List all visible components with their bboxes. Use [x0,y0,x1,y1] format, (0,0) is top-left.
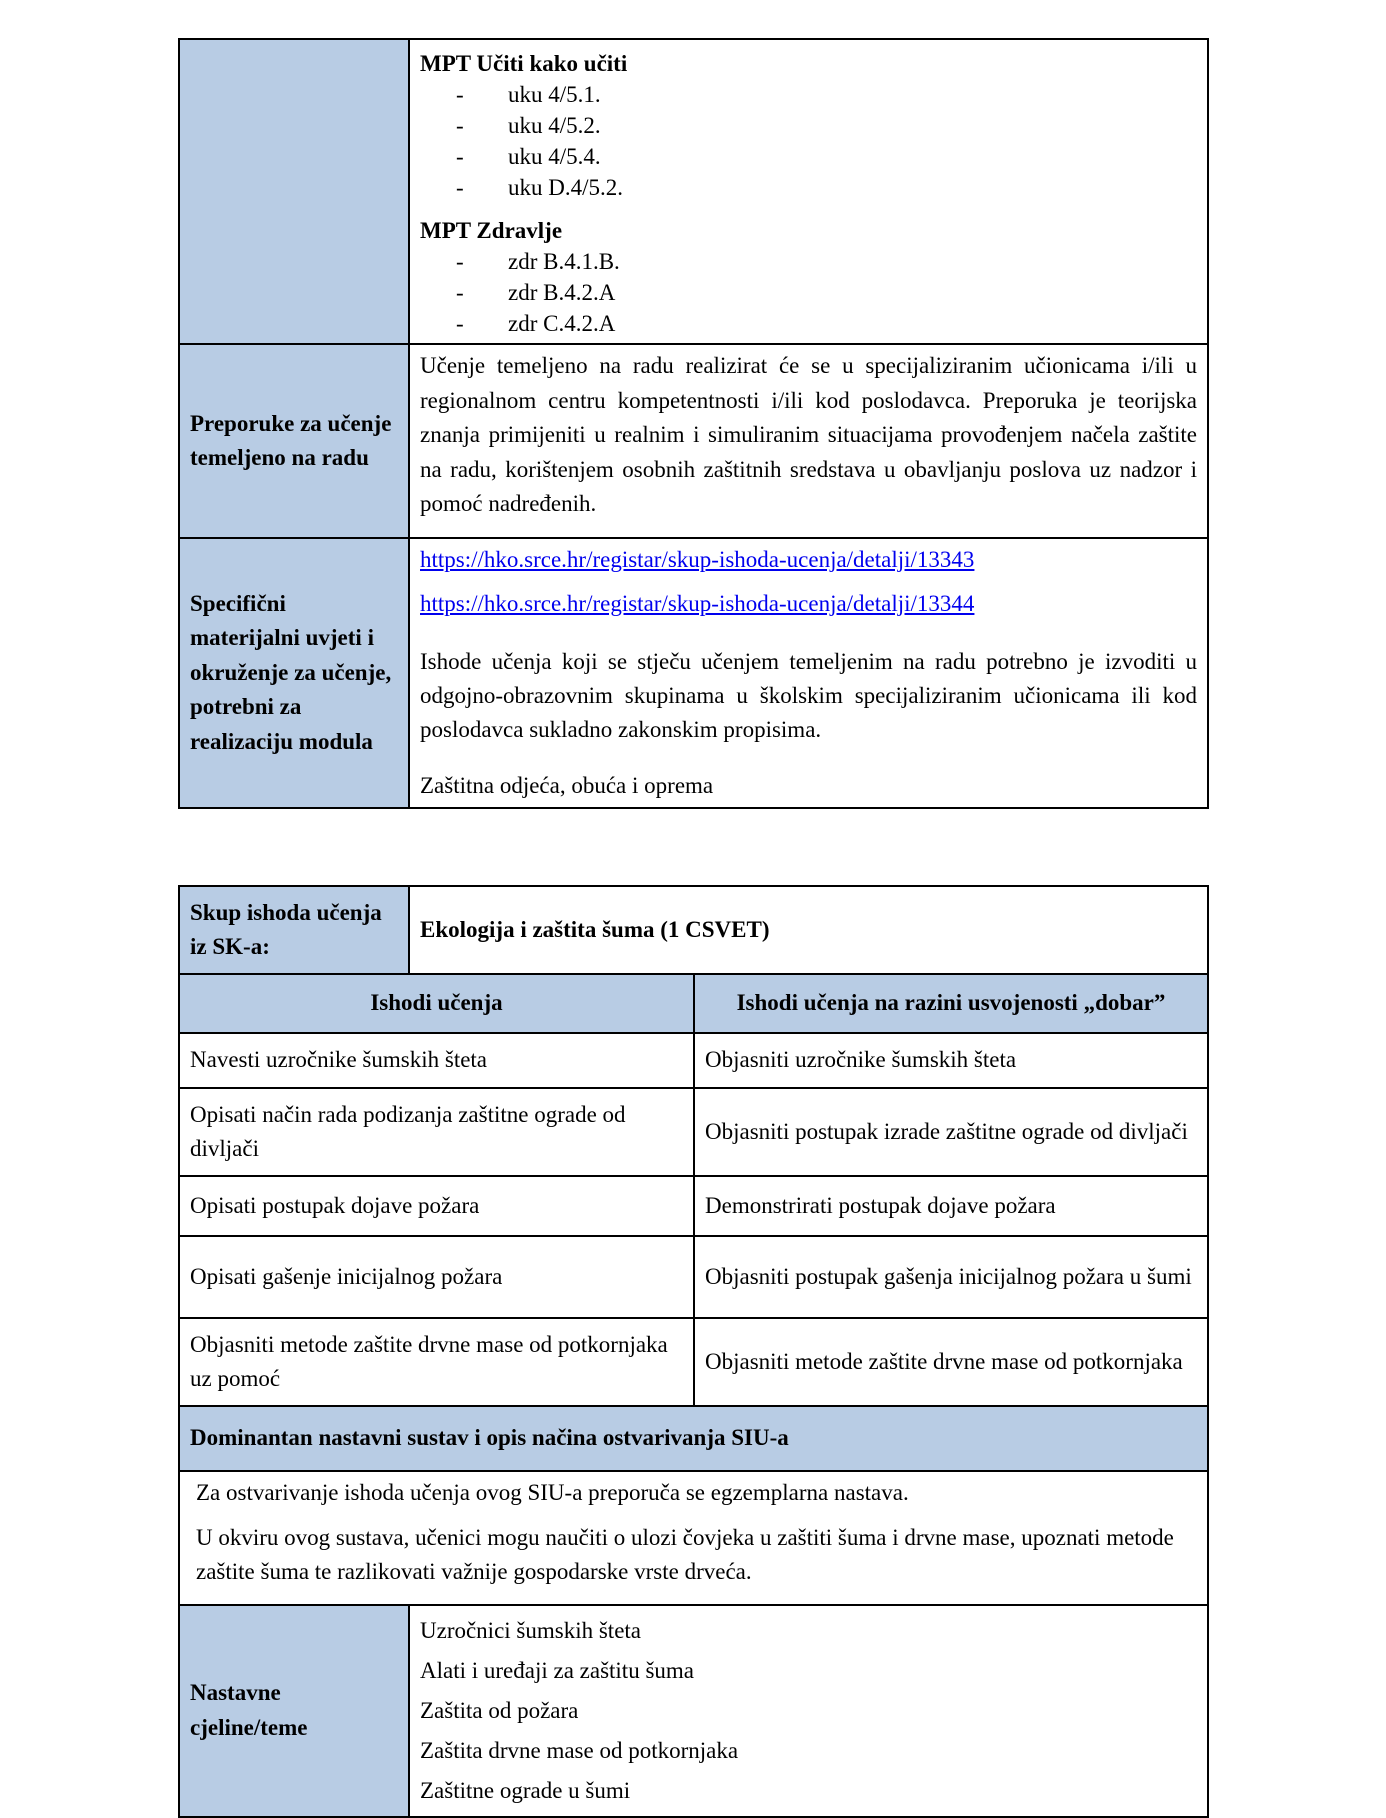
list-item-text: uku 4/5.1. [508,82,601,107]
mpt-row [179,39,1208,344]
specificni-label: Specifični materijalni uvjeti i okruženje za učenje, potrebni za realizaciju modula [179,538,409,808]
list-item [420,110,1197,141]
list-item [420,277,1197,308]
mpt-group-title: MPT Učiti kako učiti [420,51,628,76]
outcome-cell: Demonstrirati postupak dojave požara [694,1176,1208,1236]
siu-table [178,885,1209,1818]
link-paragraph [420,543,1197,577]
list-item-text: uku 4/5.4. [508,144,601,169]
list-item-text: uku D.4/5.2. [508,175,623,200]
dash-bullet: - [456,175,464,200]
hko-link-13343[interactable]: https://hko.srce.hr/registar/skup-ishoda-ucenja/detalji/13343 [420,547,975,572]
outcome-cell: Objasniti postupak gašenja inicijalnog požara u šumi [694,1236,1208,1318]
outcome-cell: Objasniti metode zaštite drvne mase od potkornjaka uz pomoć [179,1318,694,1406]
unit-item: Alati i uređaji za zaštitu šuma [420,1658,694,1683]
list-item [420,79,1197,110]
paragraph: Učenje temeljeno na radu realizirat će se u specijaliziranim učionicama i/ili u regionalnom centru kompetentnosti i/ili kod poslodavca. Preporuka je teorijska znanja primijeniti u realnim i simuliranim situacijama provođenjem načela zaštite na radu, korištenjem osobnih zaštitnih sredstava u obavljanju poslova uz nadzor i pomoć nadređenih. [420,353,1197,516]
mpt-group-title: MPT Zdravlje [420,218,563,243]
units-row [179,1605,1208,1817]
column-header-ishodi: Ishodi učenja [179,974,694,1033]
preporuke-text [409,344,1208,538]
list-item-text: zdr B.4.2.A [508,280,616,305]
outcome-cell: Opisati gašenje inicijalnog požara [179,1236,694,1318]
list-item-text: zdr C.4.2.A [508,311,616,336]
unit-item: Uzročnici šumskih šteta [420,1618,642,1643]
outcome-row [179,1318,1208,1406]
dash-bullet: - [456,311,464,336]
outcome-row [179,1176,1208,1236]
outcome-cell: Objasniti metode zaštite drvne mase od potkornjaka [694,1318,1208,1406]
outcome-row [179,1033,1208,1088]
preporuke-row [179,344,1208,538]
list-item-text: zdr B.4.1.B. [508,249,620,274]
outcome-row [179,1088,1208,1176]
dash-bullet: - [456,82,464,107]
link-paragraph [420,587,1197,621]
sk-value: Ekologija i zaštita šuma (1 CSVET) [409,886,1208,974]
specificni-content [409,538,1208,808]
preporuke-label: Preporuke za učenje temeljeno na radu [179,344,409,538]
unit-item: Zaštita od požara [420,1698,579,1723]
specificni-paragraph: Ishode učenja koji se stječu učenjem temeljenim na radu potrebno je izvoditi u odgojno-obrazovnim skupinama u školskim specijaliziranim učionicama ili kod poslodavca sukladno zakonskim propisima. [420,649,1197,742]
hko-link-13344[interactable]: https://hko.srce.hr/registar/skup-ishoda-ucenja/detalji/13344 [420,591,975,616]
sk-row [179,886,1208,974]
dominant-header: Dominantan nastavni sustav i opis načina ostvarivanja SIU-a [179,1406,1208,1471]
dash-bullet: - [456,144,464,169]
dominant-header-row [179,1406,1208,1471]
paragraph: Za ostvarivanje ishoda učenja ovog SIU-a preporuča se egzemplarna nastava. [196,1480,909,1505]
outcomes-header-row [179,974,1208,1033]
outcome-cell: Navesti uzročnike šumskih šteta [179,1033,694,1088]
empty-label-cell [179,39,409,344]
outcome-cell: Opisati postupak dojave požara [179,1176,694,1236]
list-item [420,308,1197,339]
outcome-cell: Opisati način rada podizanja zaštitne ograde od divljači [179,1088,694,1176]
dash-bullet: - [456,113,464,138]
outcome-row [179,1236,1208,1318]
specificni-note: Zaštitna odjeća, obuća i oprema [420,773,714,798]
unit-item: Zaštita drvne mase od potkornjaka [420,1738,739,1763]
dominant-text-row [179,1471,1208,1605]
list-item [420,141,1197,172]
dash-bullet: - [456,280,464,305]
module-details-table [178,38,1209,809]
paragraph: U okviru ovog sustava, učenici mogu naučiti o ulozi čovjeka u zaštiti šuma i drvne mase, upoznati metode zaštite šuma te razlikovati važnije gospodarske vrste drveća. [196,1524,1174,1584]
units-label: Nastavne cjeline/teme [179,1605,409,1817]
column-header-dobar: Ishodi učenja na razini usvojenosti „dobar” [694,974,1208,1033]
specificni-row [179,538,1208,808]
list-item [420,172,1197,203]
list-item [420,246,1197,277]
unit-item: Zaštitne ograde u šumi [420,1778,631,1803]
list-item-text: uku 4/5.2. [508,113,601,138]
outcome-cell: Objasniti postupak izrade zaštitne ograde od divljači [694,1088,1208,1176]
mpt-cell [409,39,1208,344]
sk-label: Skup ishoda učenja iz SK-a: [179,886,409,974]
outcome-cell: Objasniti uzročnike šumskih šteta [694,1033,1208,1088]
dominant-text-cell [179,1471,1208,1605]
units-list [409,1605,1208,1817]
dash-bullet: - [456,249,464,274]
